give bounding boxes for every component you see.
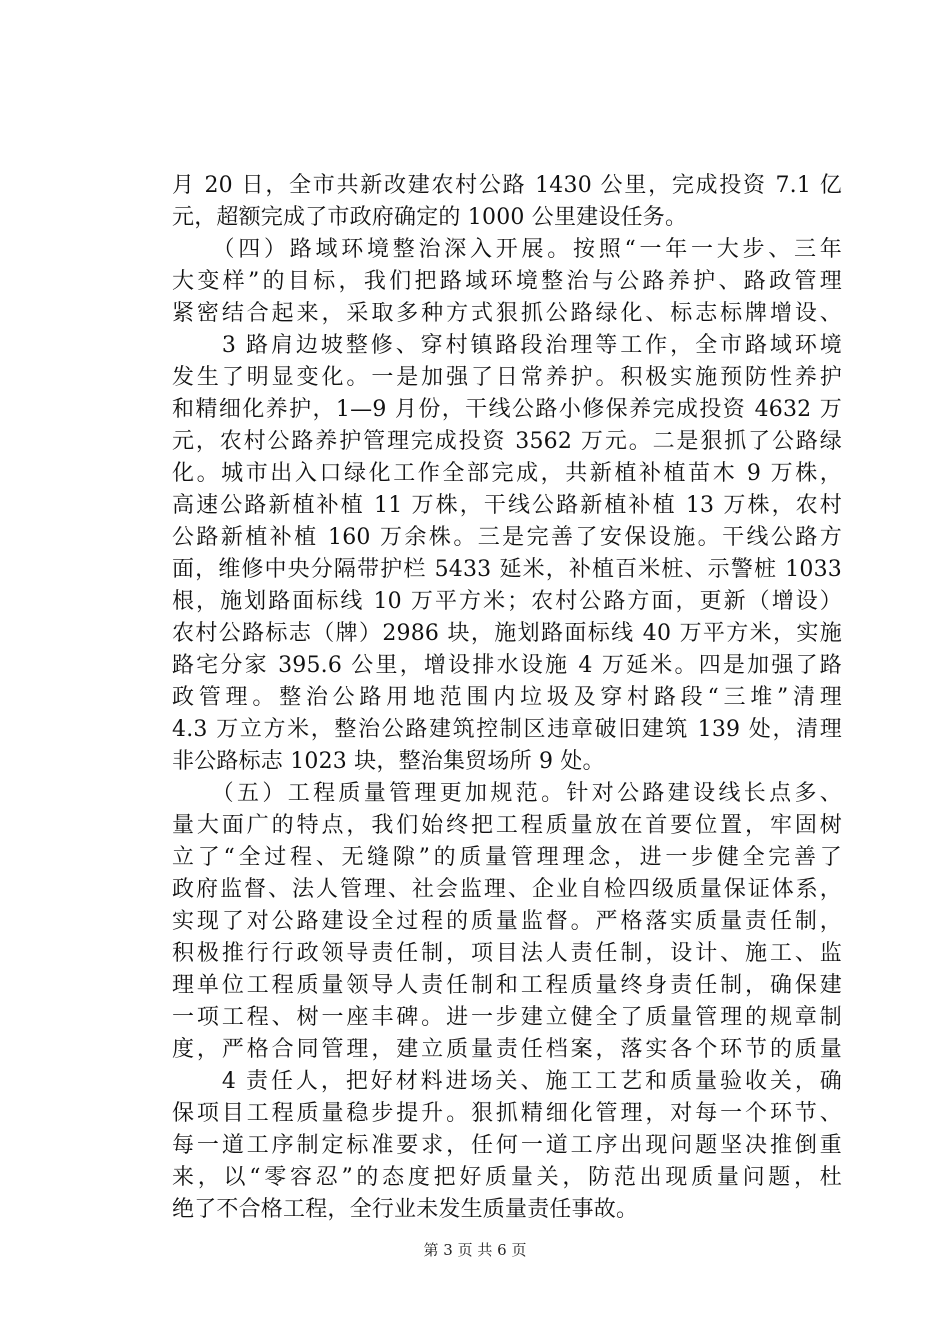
text-line: 元，超额完成了市政府确定的 1000 公里建设任务。 [172, 205, 688, 230]
text-line: 每一道工序制定标准要求，任何一道工序出现问题坚决推倒重 [172, 1133, 842, 1158]
text-line: 大变样”的目标，我们把路域环境整治与公路养护、路政管理 [172, 269, 842, 294]
page-number-footer: 第 3 页 共 6 页 [423, 1241, 527, 1259]
text-line: 3 路肩边坡整修、穿村镇路段治理等工作，全市路域环境 [172, 333, 842, 358]
text-line: 绝了不合格工程，全行业未发生质量责任事故。 [172, 1197, 639, 1222]
text-line: 发生了明显变化。一是加强了日常养护。积极实施预防性养护 [172, 365, 842, 390]
text-line: 量大面广的特点，我们始终把工程质量放在首要位置，牢固树 [172, 813, 842, 838]
text-line: 根，施划路面标线 10 万平方米；农村公路方面，更新（增设） [172, 589, 842, 614]
text-line: 立了“全过程、无缝隙”的质量管理理念，进一步健全完善了 [172, 845, 842, 870]
text-line: 4.3 万立方米，整治公路建筑控制区违章破旧建筑 139 处，清理 [172, 717, 842, 742]
text-line: （四）路域环境整治深入开展。按照“一年一大步、三年 [172, 237, 842, 262]
text-line: 积极推行行政领导责任制，项目法人责任制，设计、施工、监 [172, 941, 842, 966]
text-line: 政府监督、法人管理、社会监理、企业自检四级质量保证体系， [172, 877, 842, 902]
text-line: 公路新植补植 160 万余株。三是完善了安保设施。干线公路方 [172, 525, 842, 550]
text-line: 政管理。整治公路用地范围内垃圾及穿村路段“三堆”清理 [172, 685, 842, 710]
text-line: 元，农村公路养护管理完成投资 3562 万元。二是狠抓了公路绿 [172, 429, 842, 454]
text-line: 保项目工程质量稳步提升。狠抓精细化管理，对每一个环节、 [172, 1101, 842, 1126]
text-line: 月 20 日，全市共新改建农村公路 1430 公里，完成投资 7.1 亿 [172, 173, 842, 198]
text-line: 高速公路新植补植 11 万株，干线公路新植补植 13 万株，农村 [172, 493, 842, 518]
text-line: 农村公路标志（牌）2986 块，施划路面标线 40 万平方米，实施 [172, 621, 842, 646]
text-line: 4 责任人，把好材料进场关、施工工艺和质量验收关，确 [172, 1069, 842, 1094]
text-line: 化。城市出入口绿化工作全部完成，共新植补植苗木 9 万株， [172, 461, 842, 486]
text-line: 来，以“零容忍”的态度把好质量关，防范出现质量问题，杜 [172, 1165, 842, 1190]
text-line: 路宅分家 395.6 公里，增设排水设施 4 万延米。四是加强了路 [172, 653, 842, 678]
document-body [172, 170, 842, 1226]
text-line: 面，维修中央分隔带护栏 5433 延米，补植百米桩、示警桩 1033 [172, 557, 842, 582]
text-line: 理单位工程质量领导人责任制和工程质量终身责任制，确保建 [172, 973, 842, 998]
text-line: 紧密结合起来，采取多种方式狠抓公路绿化、标志标牌增设、 [172, 301, 842, 326]
text-line: 一项工程、树一座丰碑。进一步建立健全了质量管理的规章制 [172, 1005, 842, 1030]
text-line: （五）工程质量管理更加规范。针对公路建设线长点多、 [172, 781, 842, 806]
text-line: 和精细化养护，1—9 月份，干线公路小修保养完成投资 4632 万 [172, 397, 842, 422]
text-line: 非公路标志 1023 块，整治集贸场所 9 处。 [172, 749, 605, 774]
text-line: 度，严格合同管理，建立质量责任档案，落实各个环节的质量 [172, 1037, 842, 1062]
text-line: 实现了对公路建设全过程的质量监督。严格落实质量责任制， [172, 909, 842, 934]
